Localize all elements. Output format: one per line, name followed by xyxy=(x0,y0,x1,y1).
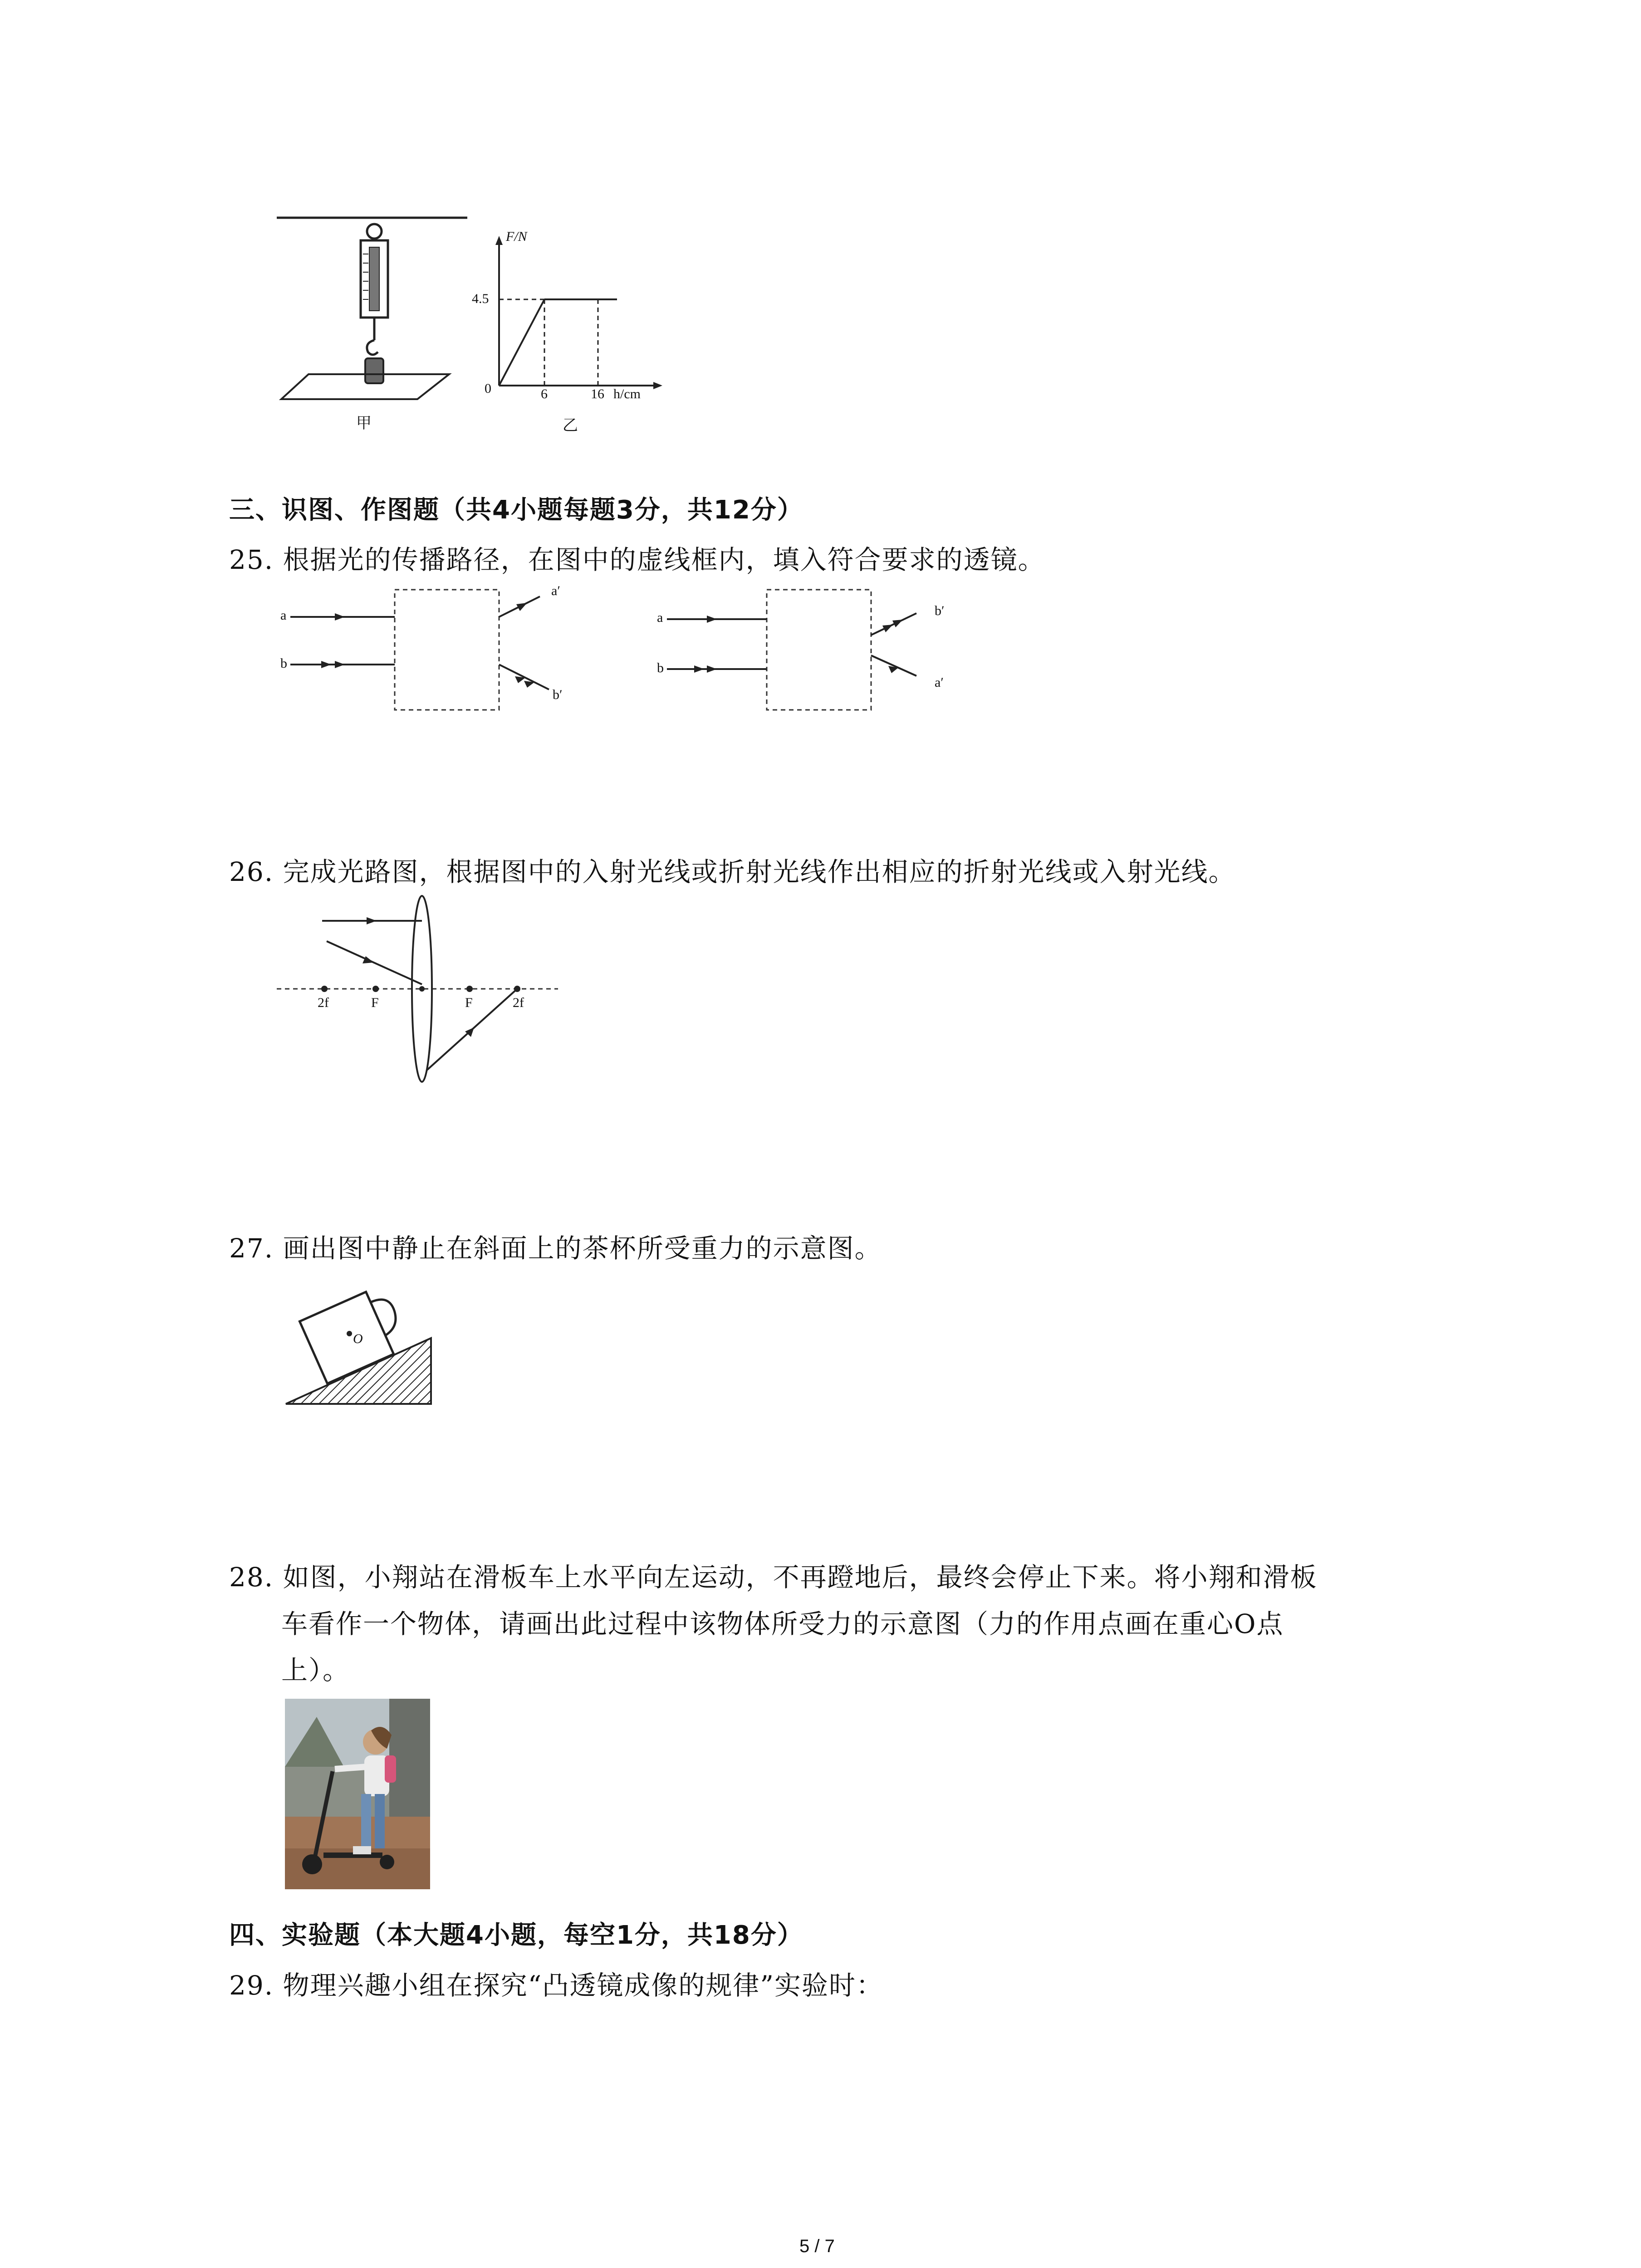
question-28-line1: 28. 如图，小翔站在滑板车上水平向左运动，不再蹬地后，最终会停止下来。将小翔和滑板 xyxy=(229,1562,1318,1593)
axis-point-label: F xyxy=(465,995,473,1010)
question-27: 27. 画出图中静止在斜面上的茶杯所受重力的示意图。 xyxy=(229,1233,882,1264)
lens-box-diagram-right xyxy=(653,581,971,717)
question-28-line3: 上）。 xyxy=(281,1655,350,1686)
ray-label: a xyxy=(657,610,663,625)
y-axis-label: F/N xyxy=(506,229,527,244)
ray-label: b′ xyxy=(553,687,563,702)
ray-label: a xyxy=(280,608,287,623)
convex-lens-diagram xyxy=(277,889,567,1089)
center-point-label: O xyxy=(353,1331,363,1346)
scooter-photo xyxy=(285,1699,430,1889)
axis-point-label: F xyxy=(371,995,379,1010)
lens-box-diagram-left xyxy=(277,581,594,717)
question-26: 26. 完成光路图，根据图中的入射光线或折射光线作出相应的折射光线或入射光线。 xyxy=(229,856,1236,887)
axis-point-label: 2f xyxy=(513,995,524,1010)
y-tick-label: 4.5 xyxy=(472,291,489,306)
force-depth-graph xyxy=(476,231,667,413)
ray-label: a′ xyxy=(935,675,944,690)
question-28-line2: 车看作一个物体，请画出此过程中该物体所受力的示意图（力的作用点画在重心O点 xyxy=(281,1608,1284,1639)
ray-label: b′ xyxy=(935,603,945,618)
ray-label: b xyxy=(280,656,287,671)
page-number: 5 / 7 xyxy=(799,2236,835,2256)
axis-point-label: 2f xyxy=(318,995,329,1010)
teacup-on-slope-diagram xyxy=(281,1279,445,1415)
x-tick-label: 16 xyxy=(591,386,604,401)
ray-label: a′ xyxy=(551,583,560,598)
question-29: 29. 物理兴趣小组在探究“凸透镜成像的规律”实验时： xyxy=(229,1970,883,2001)
question-25: 25. 根据光的传播路径，在图中的虚线框内，填入符合要求的透镜。 xyxy=(229,544,1045,575)
x-axis-label: h/cm xyxy=(613,386,641,401)
section-title: 四、实验题（本大题4小题，每空1分，共18分） xyxy=(229,1921,803,1950)
figure-caption-jia: 甲 xyxy=(356,414,372,432)
section-title: 三、识图、作图题（共4小题每题3分，共12分） xyxy=(229,495,803,525)
figure-caption-yi: 乙 xyxy=(563,416,578,435)
ray-label: b xyxy=(657,660,664,675)
x-tick-label: 6 xyxy=(541,386,548,401)
origin-label: 0 xyxy=(485,381,491,396)
spring-scale-figure xyxy=(272,209,481,435)
